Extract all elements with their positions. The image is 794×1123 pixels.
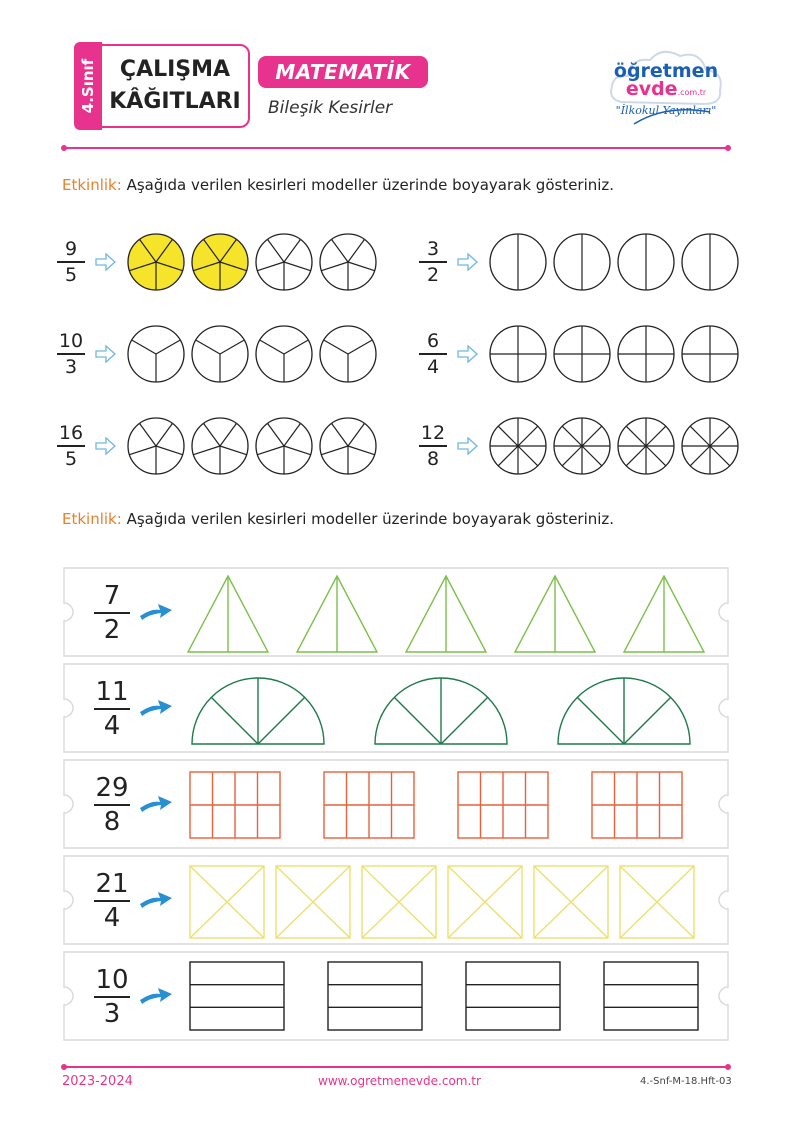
- fraction-numerator: 29: [95, 773, 129, 803]
- activity2-label: Etkinlik:: [62, 510, 122, 528]
- fraction-denominator: 2: [103, 615, 121, 645]
- fraction-numerator: 21: [95, 869, 129, 899]
- fraction-denominator: 4: [103, 903, 121, 933]
- title-line1: ÇALIŞMA: [119, 57, 231, 82]
- fraction-denominator: 3: [103, 999, 121, 1029]
- title-line2: KÂĞITLARI: [109, 89, 241, 114]
- fraction-numerator: 16: [58, 422, 84, 444]
- logo-main-text: öğretmen: [613, 60, 719, 82]
- fraction-denominator: 5: [64, 447, 78, 470]
- fraction-label: [90, 774, 134, 836]
- fraction-denominator: 3: [64, 355, 78, 378]
- fraction-denominator: 5: [64, 263, 78, 286]
- fraction-label: [90, 582, 134, 644]
- fraction-label: [90, 678, 134, 740]
- subject-badge: MATEMATİK: [258, 56, 428, 88]
- activity2-text: Aşağıda verilen kesirleri modeller üzerinde boyayarak gösteriniz.: [121, 510, 615, 528]
- fraction-denominator: 4: [103, 711, 121, 741]
- footer-year: 2023-2024: [62, 1074, 133, 1089]
- fraction-numerator: 9: [64, 238, 78, 260]
- fraction-label: [90, 870, 134, 932]
- fraction-label: [90, 966, 134, 1028]
- grade-label: 4.Sınıf: [79, 58, 97, 114]
- fraction-denominator: 8: [426, 447, 440, 470]
- fraction-bar: [94, 612, 130, 614]
- topic-title: Bileşik Kesirler: [268, 98, 393, 118]
- fraction-numerator: 12: [420, 422, 446, 444]
- footer-website-link[interactable]: www.ogretmenevde.com.tr: [318, 1074, 481, 1088]
- fraction-bar: [94, 900, 130, 902]
- fraction-numerator: 6: [426, 330, 440, 352]
- fraction-denominator: 8: [103, 807, 121, 837]
- footer-code: 4.-Snf-M-18.Hft-03: [640, 1076, 732, 1087]
- fraction-bar: [94, 708, 130, 710]
- fraction-numerator: 7: [103, 581, 121, 611]
- activity1-label: Etkinlik:: [62, 176, 122, 194]
- fraction-denominator: 2: [426, 263, 440, 286]
- fraction-bar: [94, 804, 130, 806]
- fraction-denominator: 4: [426, 355, 440, 378]
- logo-tld: .com.tr: [677, 88, 707, 97]
- logo-accent-text: evde: [625, 78, 678, 100]
- fraction-numerator: 11: [95, 677, 129, 707]
- fraction-numerator: 3: [426, 238, 440, 260]
- footer-divider: [64, 1066, 728, 1068]
- logo-tagline: "İlkokul Yayınları": [615, 104, 717, 117]
- fraction-bar: [94, 996, 130, 998]
- fraction-numerator: 10: [95, 965, 129, 995]
- fraction-numerator: 10: [58, 330, 84, 352]
- activity1-text: Aşağıda verilen kesirleri modeller üzerinde boyayarak gösteriniz.: [121, 176, 615, 194]
